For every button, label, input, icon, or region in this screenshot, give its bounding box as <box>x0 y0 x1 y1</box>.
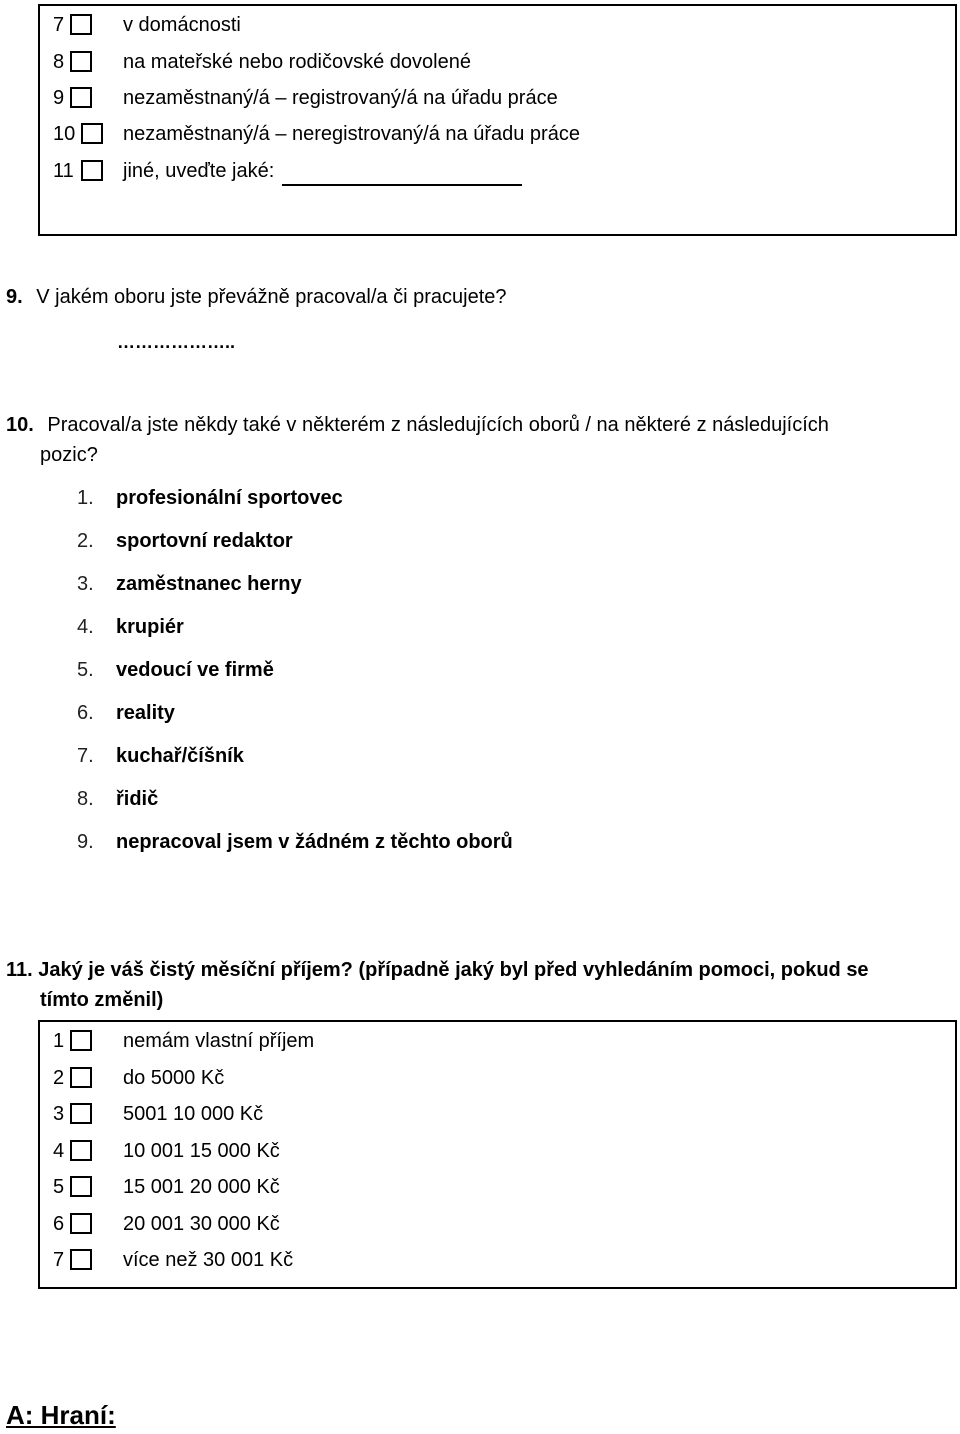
question-9 <box>6 282 507 312</box>
option-label: 5001 10 000 Kč <box>123 1103 264 1125</box>
question-text: Pracoval/a jste někdy také v některém z následujících oborů / na některé z následujících <box>47 414 829 436</box>
list-label: zaměstnanec herny <box>116 573 302 595</box>
option-label: 15 001 20 000 Kč <box>123 1176 280 1198</box>
question-text-continued: pozic? <box>40 444 98 466</box>
option-number: 3 <box>53 1103 65 1125</box>
option-row[interactable] <box>53 119 933 149</box>
checkbox[interactable] <box>70 51 92 72</box>
option-row[interactable] <box>53 1136 933 1166</box>
option-label: nezaměstnaný/á – registrovaný/á na úřadu práce <box>123 87 558 109</box>
list-number: 2. <box>77 530 94 552</box>
list-label: nepracoval jsem v žádném z těchto oborů <box>116 831 513 853</box>
employment-options-box <box>38 4 957 236</box>
list-label: reality <box>116 702 175 724</box>
list-label: profesionální sportovec <box>116 487 343 509</box>
checkbox[interactable] <box>81 160 103 181</box>
list-number: 7. <box>77 745 94 767</box>
option-row[interactable] <box>53 1245 933 1275</box>
list-label: krupiér <box>116 616 184 638</box>
list-number: 6. <box>77 702 94 724</box>
option-label: 10 001 15 000 Kč <box>123 1140 280 1162</box>
option-number: 5 <box>53 1176 65 1198</box>
checkbox[interactable] <box>70 14 92 35</box>
list-number: 5. <box>77 659 94 681</box>
checkbox[interactable] <box>70 1067 92 1088</box>
option-row[interactable] <box>53 1099 933 1129</box>
option-number: 1 <box>53 1030 65 1052</box>
option-label: více než 30 001 Kč <box>123 1249 294 1271</box>
checkbox[interactable] <box>81 123 103 144</box>
option-row[interactable] <box>53 1026 933 1056</box>
question-10 <box>6 410 946 440</box>
option-label-other <box>123 156 522 186</box>
list-label: sportovní redaktor <box>116 530 293 552</box>
question-text: V jakém oboru jste převážně pracoval/a či pracujete? <box>36 286 507 308</box>
option-row[interactable] <box>53 1172 933 1202</box>
option-row[interactable] <box>53 156 933 186</box>
option-label: nemám vlastní příjem <box>123 1030 315 1052</box>
option-number: 9 <box>53 87 65 109</box>
income-options-box <box>38 1020 957 1289</box>
checkbox[interactable] <box>70 1213 92 1234</box>
answer-placeholder-dots[interactable]: ……………….. <box>117 332 236 352</box>
checkbox[interactable] <box>70 1176 92 1197</box>
option-label: do 5000 Kč <box>123 1067 225 1089</box>
option-row[interactable] <box>53 1209 933 1239</box>
option-label: 20 001 30 000 Kč <box>123 1213 280 1235</box>
list-label: řidič <box>116 788 159 810</box>
checkbox[interactable] <box>70 1030 92 1051</box>
question-text-continued: tímto změnil) <box>40 989 164 1011</box>
option-number: 2 <box>53 1067 65 1089</box>
option-row[interactable] <box>53 83 933 113</box>
option-row[interactable] <box>53 1063 933 1093</box>
option-number: 6 <box>53 1213 65 1235</box>
option-number: 7 <box>53 14 65 36</box>
other-fill-in-line[interactable] <box>282 162 522 186</box>
option-number: 4 <box>53 1140 65 1162</box>
option-label: v domácnosti <box>123 14 241 36</box>
option-number: 11 <box>53 160 74 182</box>
checkbox[interactable] <box>70 1249 92 1270</box>
question-number: 10. <box>6 414 34 436</box>
option-row[interactable] <box>53 47 933 77</box>
option-label: jiné, uveďte jaké: <box>123 160 275 182</box>
list-label: vedoucí ve firmě <box>116 659 274 681</box>
question-11: 11. Jaký je váš čistý měsíční příjem? (případně jaký byl před vyhledáním pomoci, pokud se <box>6 959 869 981</box>
list-number: 3. <box>77 573 94 595</box>
question-number: 9. <box>6 286 23 308</box>
option-number: 8 <box>53 51 65 73</box>
option-number: 10 <box>53 123 76 145</box>
list-label: kuchař/číšník <box>116 745 244 767</box>
checkbox[interactable] <box>70 1140 92 1161</box>
checkbox[interactable] <box>70 1103 92 1124</box>
option-label: nezaměstnaný/á – neregistrovaný/á na úřadu práce <box>123 123 580 145</box>
section-heading: A: Hraní: <box>6 1400 116 1430</box>
list-number: 4. <box>77 616 94 638</box>
list-number: 8. <box>77 788 94 810</box>
list-number: 9. <box>77 831 94 853</box>
checkbox[interactable] <box>70 87 92 108</box>
list-number: 1. <box>77 487 94 509</box>
option-label: na mateřské nebo rodičovské dovolené <box>123 51 471 73</box>
option-row[interactable] <box>53 10 933 40</box>
option-number: 7 <box>53 1249 65 1271</box>
